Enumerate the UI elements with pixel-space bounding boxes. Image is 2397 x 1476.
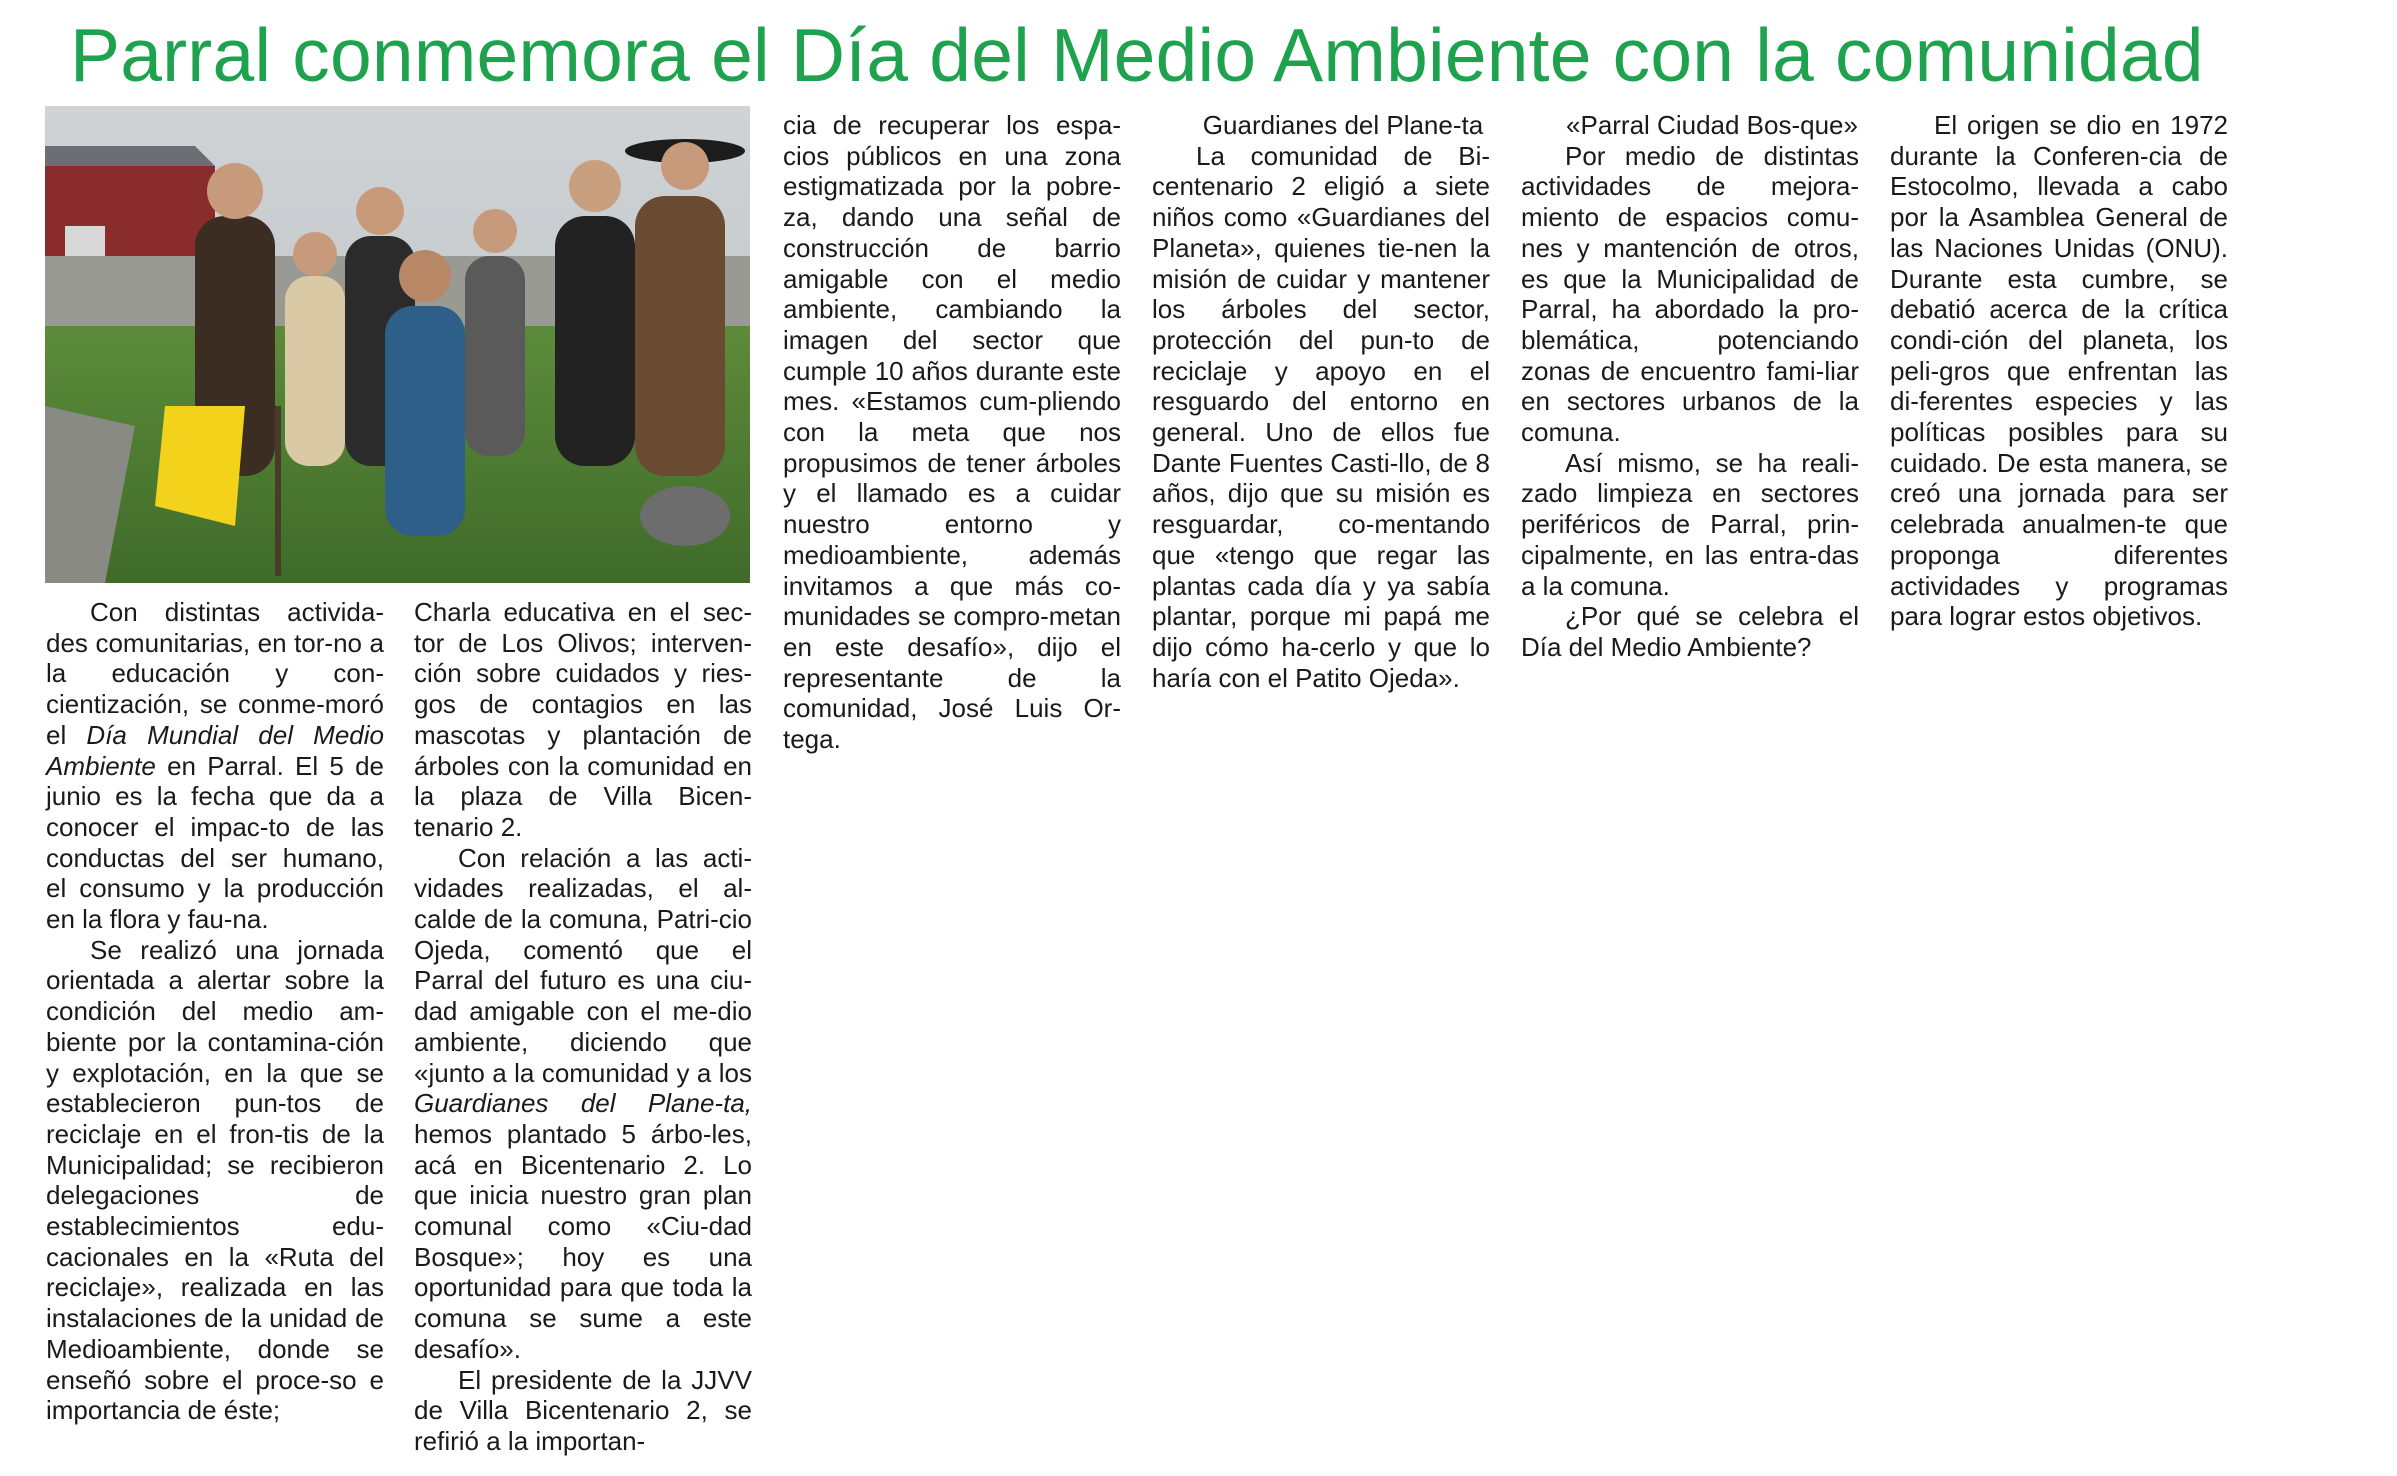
paragraph: [46, 597, 384, 935]
article-headline: Parral conmemora el Día del Medio Ambiente con la comunidad: [70, 13, 2204, 97]
paragraph: [414, 843, 752, 1365]
paragraph: Charla educativa en el sec-tor de Los Olivos; interven-ción sobre cuidados y ries-gos de contagios en las mascotas y plantación de árboles con la comunidad en la plaza de Villa Bicen-tenario 2.: [414, 597, 752, 842]
text-run: en Parral. El 5 de junio es la fecha que da a conocer el impac-to de las conductas del ser humano, el consumo y la producción en la flora y fau-na.: [46, 750, 384, 935]
paragraph: El origen se dio en 1972 durante la Conferen-cia de Estocolmo, llevada a cabo por la Asamblea General de las Naciones Unidas (ONU). Durante esta cumbre, se debatió acerca de la crítica condi-ción del planeta, los peli-gros que enfrentan las di-ferentes especies y las políticas posibles para su cuidado. De esta manera, se creó una jornada para ser celebrada anualmen-te que proponga diferentes actividades y programas para lograr estos objetivos.: [1890, 110, 2228, 632]
article-column-2: [414, 597, 752, 1457]
paragraph: Por medio de distintas actividades de mejora-miento de espacios comu-nes y mantención de otros, es que la Municipalidad de Parral, ha abordado la pro-blemática, potenciando zonas de encuentro fami-liar en sectores urbanos de la comuna.: [1521, 140, 1859, 448]
paragraph: cia de recuperar los espa-cios públicos en una zona estigmatizada por la pobre-za, dando una señal de construcción de barrio amigable con el medio ambiente, cambiando la imagen del sector que cumple 10 años durante este mes. «Estamos cum-pliendo con la meta que nos propusimos de tener árboles y el llamado es a cuidar nuestro entorno y medioambiente, además invitamos a que más co-munidades se compro-metan en este desafío», dijo el representante de la comunidad, José Luis Or-tega.: [783, 110, 1121, 755]
article-column-6: [1890, 110, 2228, 632]
paragraph: El presidente de la JJVV de Villa Bicentenario 2, se refirió a la importan-: [414, 1364, 752, 1456]
subheading: «Parral Ciudad Bos-que»: [1566, 110, 1858, 140]
article-column-1: [46, 597, 384, 1426]
article-column-4: [1152, 110, 1490, 693]
text-run: Con distintas activida-des comunitarias, en tor-no a la educación y con-cientización, se conme-moró el: [46, 597, 384, 750]
paragraph: Se realizó una jornada orientada a alertar sobre la condición del medio am-biente por la contamina-ción y explotación, en la que se establecieron pun-tos de reciclaje en el fron-tis de la Municipalidad; se recibieron delegaciones de establecimientos edu-cacionales en la «Ruta del reciclaje», realizada en las instalaciones de la unidad de Medioambiente, donde se enseñó sobre el proce-so e importancia de éste;: [46, 934, 384, 1426]
text-run-italic: Día Mundial del Medio Ambiente: [46, 719, 384, 781]
text-run-italic: Guardianes del Plane-ta,: [414, 1088, 752, 1119]
article-column-5: [1521, 110, 1859, 663]
article-column-3: [783, 110, 1121, 755]
paragraph: Así mismo, se ha reali-zado limpieza en sectores periféricos de Parral, prin-cipalmente, en las entra-das a la comuna.: [1521, 447, 1859, 601]
subheading: Guardianes del Plane-ta: [1202, 110, 1484, 140]
subheading: ¿Por qué se celebra el Día del Medio Ambiente?: [1521, 601, 1859, 662]
text-run: Con relación a las acti-vidades realizadas, el al-calde de la comuna, Patri-cio Ojeda, comentó que el Parral del futuro es una ciu-dad amigable con el me-dio ambiente, diciendo que «junto a la comunidad y a los: [414, 842, 752, 1088]
photo-children-planting-tree-icon: [45, 106, 750, 583]
paragraph: La comunidad de Bi-centenario 2 eligió a siete niños como «Guardianes del Planeta», quienes tie-nen la misión de cuidar y mantener los árboles del sector, protección del pun-to de reciclaje y apoyo en el resguardo del entorno en general. Uno de ellos fue Dante Fuentes Casti-llo, de 8 años, dijo que su misión es resguardar, co-mentando que «tengo que regar las plantas cada día y ya sabía plantar, porque mi papá me dijo cómo ha-cerlo y que lo haría con el Patito Ojeda».: [1152, 140, 1490, 693]
text-run: hemos plantado 5 árbo-les, acá en Bicentenario 2. Lo que inicia nuestro gran plan comunal como «Ciu-dad Bosque»; hoy es una oportunidad para que toda la comuna se sume a este desafío».: [414, 1118, 752, 1364]
article-photo: [45, 106, 750, 583]
